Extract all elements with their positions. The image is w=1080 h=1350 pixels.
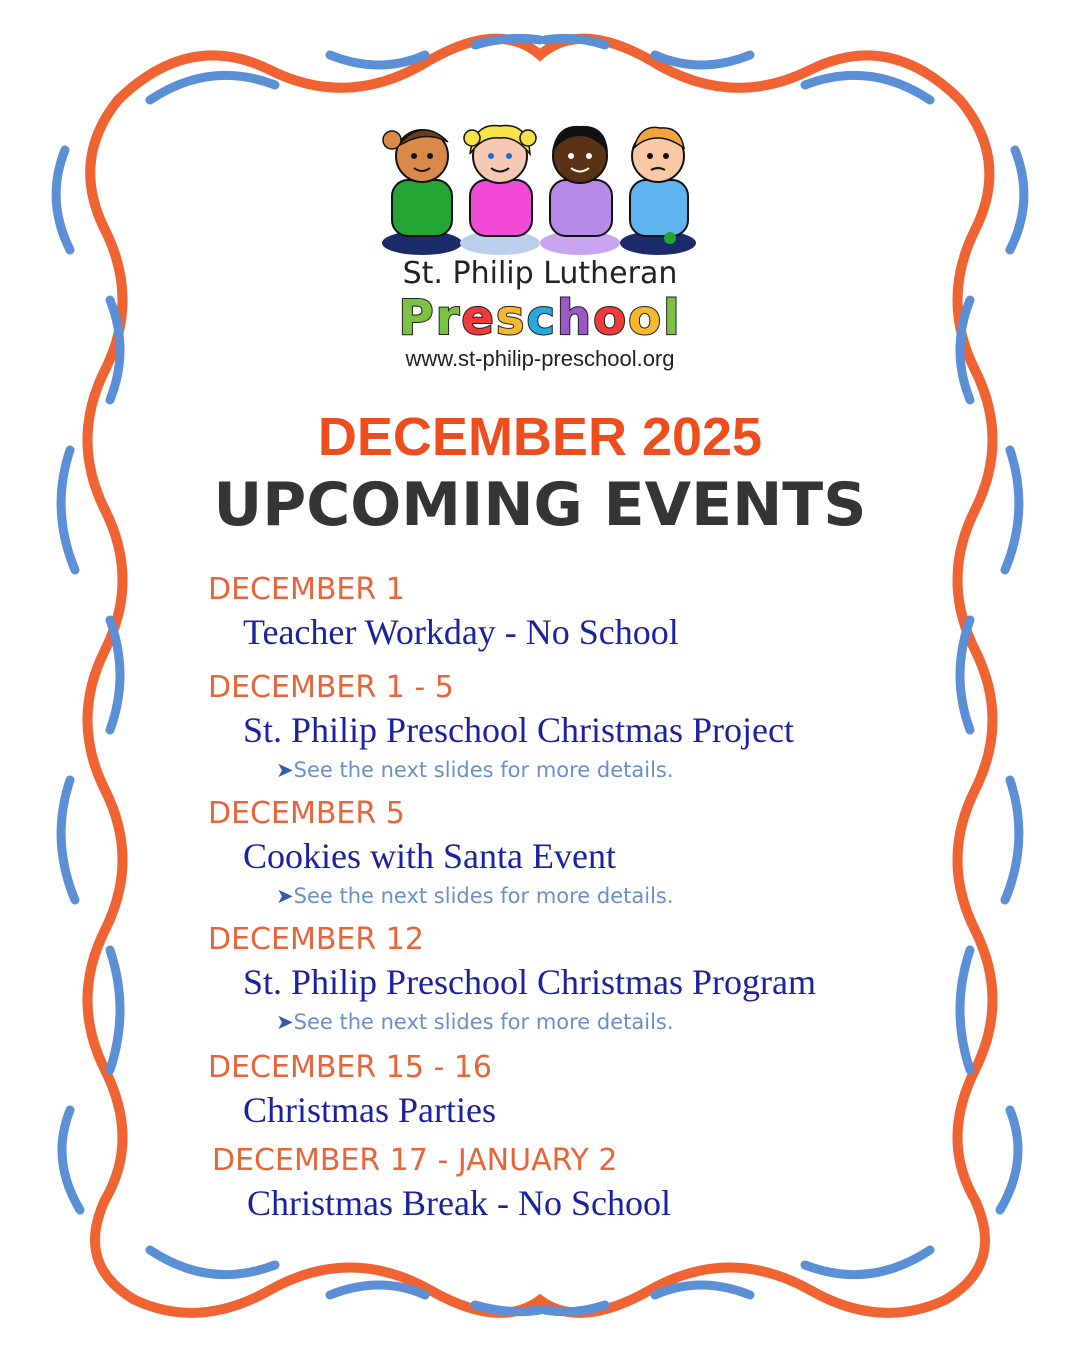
child-boy-green-icon: [382, 130, 462, 255]
arrow-icon: ➤: [276, 1010, 294, 1034]
event-date: DECEMBER 12: [208, 922, 424, 957]
event-date: DECEMBER 15 - 16: [208, 1050, 493, 1085]
preschool-letter: e: [461, 290, 496, 346]
event-note: ➤See the next slides for more details.: [276, 1010, 674, 1034]
child-girl-pink-icon: [460, 126, 540, 255]
event-date: DECEMBER 1 - 5: [208, 670, 454, 705]
school-name-preschool: [0, 290, 1080, 346]
preschool-letter: h: [556, 290, 594, 346]
arrow-icon: ➤: [276, 884, 294, 908]
school-name-line1: St. Philip Lutheran: [402, 256, 678, 291]
preschool-letter: o: [628, 290, 664, 346]
child-boy-blue-icon: [620, 127, 696, 255]
preschool-letter: o: [593, 290, 629, 346]
arrow-icon: ➤: [276, 758, 294, 782]
month-title: DECEMBER 2025: [317, 407, 763, 467]
preschool-letter: s: [495, 290, 527, 346]
event-date: DECEMBER 1: [208, 572, 405, 607]
child-girl-purple-icon: [540, 126, 620, 255]
upcoming-events-title: UPCOMING EVENTS: [213, 470, 867, 540]
event-title: Christmas Parties: [243, 1090, 496, 1130]
preschool-letter: l: [663, 290, 682, 346]
event-title: St. Philip Preschool Christmas Project: [243, 710, 795, 750]
preschool-letter: c: [526, 290, 557, 346]
event-title: Teacher Workday - No School: [243, 612, 679, 652]
event-title: Christmas Break - No School: [247, 1183, 671, 1223]
event-date: DECEMBER 17 - JANUARY 2: [212, 1143, 618, 1178]
event-date: DECEMBER 5: [208, 796, 405, 831]
preschool-children-logo: [370, 118, 710, 258]
event-note: ➤See the next slides for more details.: [276, 884, 674, 908]
preschool-letter: P: [398, 290, 436, 346]
event-title: St. Philip Preschool Christmas Program: [243, 962, 817, 1002]
preschool-letter: r: [435, 290, 462, 346]
event-title: Cookies with Santa Event: [243, 836, 616, 876]
school-website: www.st-philip-preschool.org: [405, 346, 675, 371]
event-note: ➤See the next slides for more details.: [276, 758, 674, 782]
